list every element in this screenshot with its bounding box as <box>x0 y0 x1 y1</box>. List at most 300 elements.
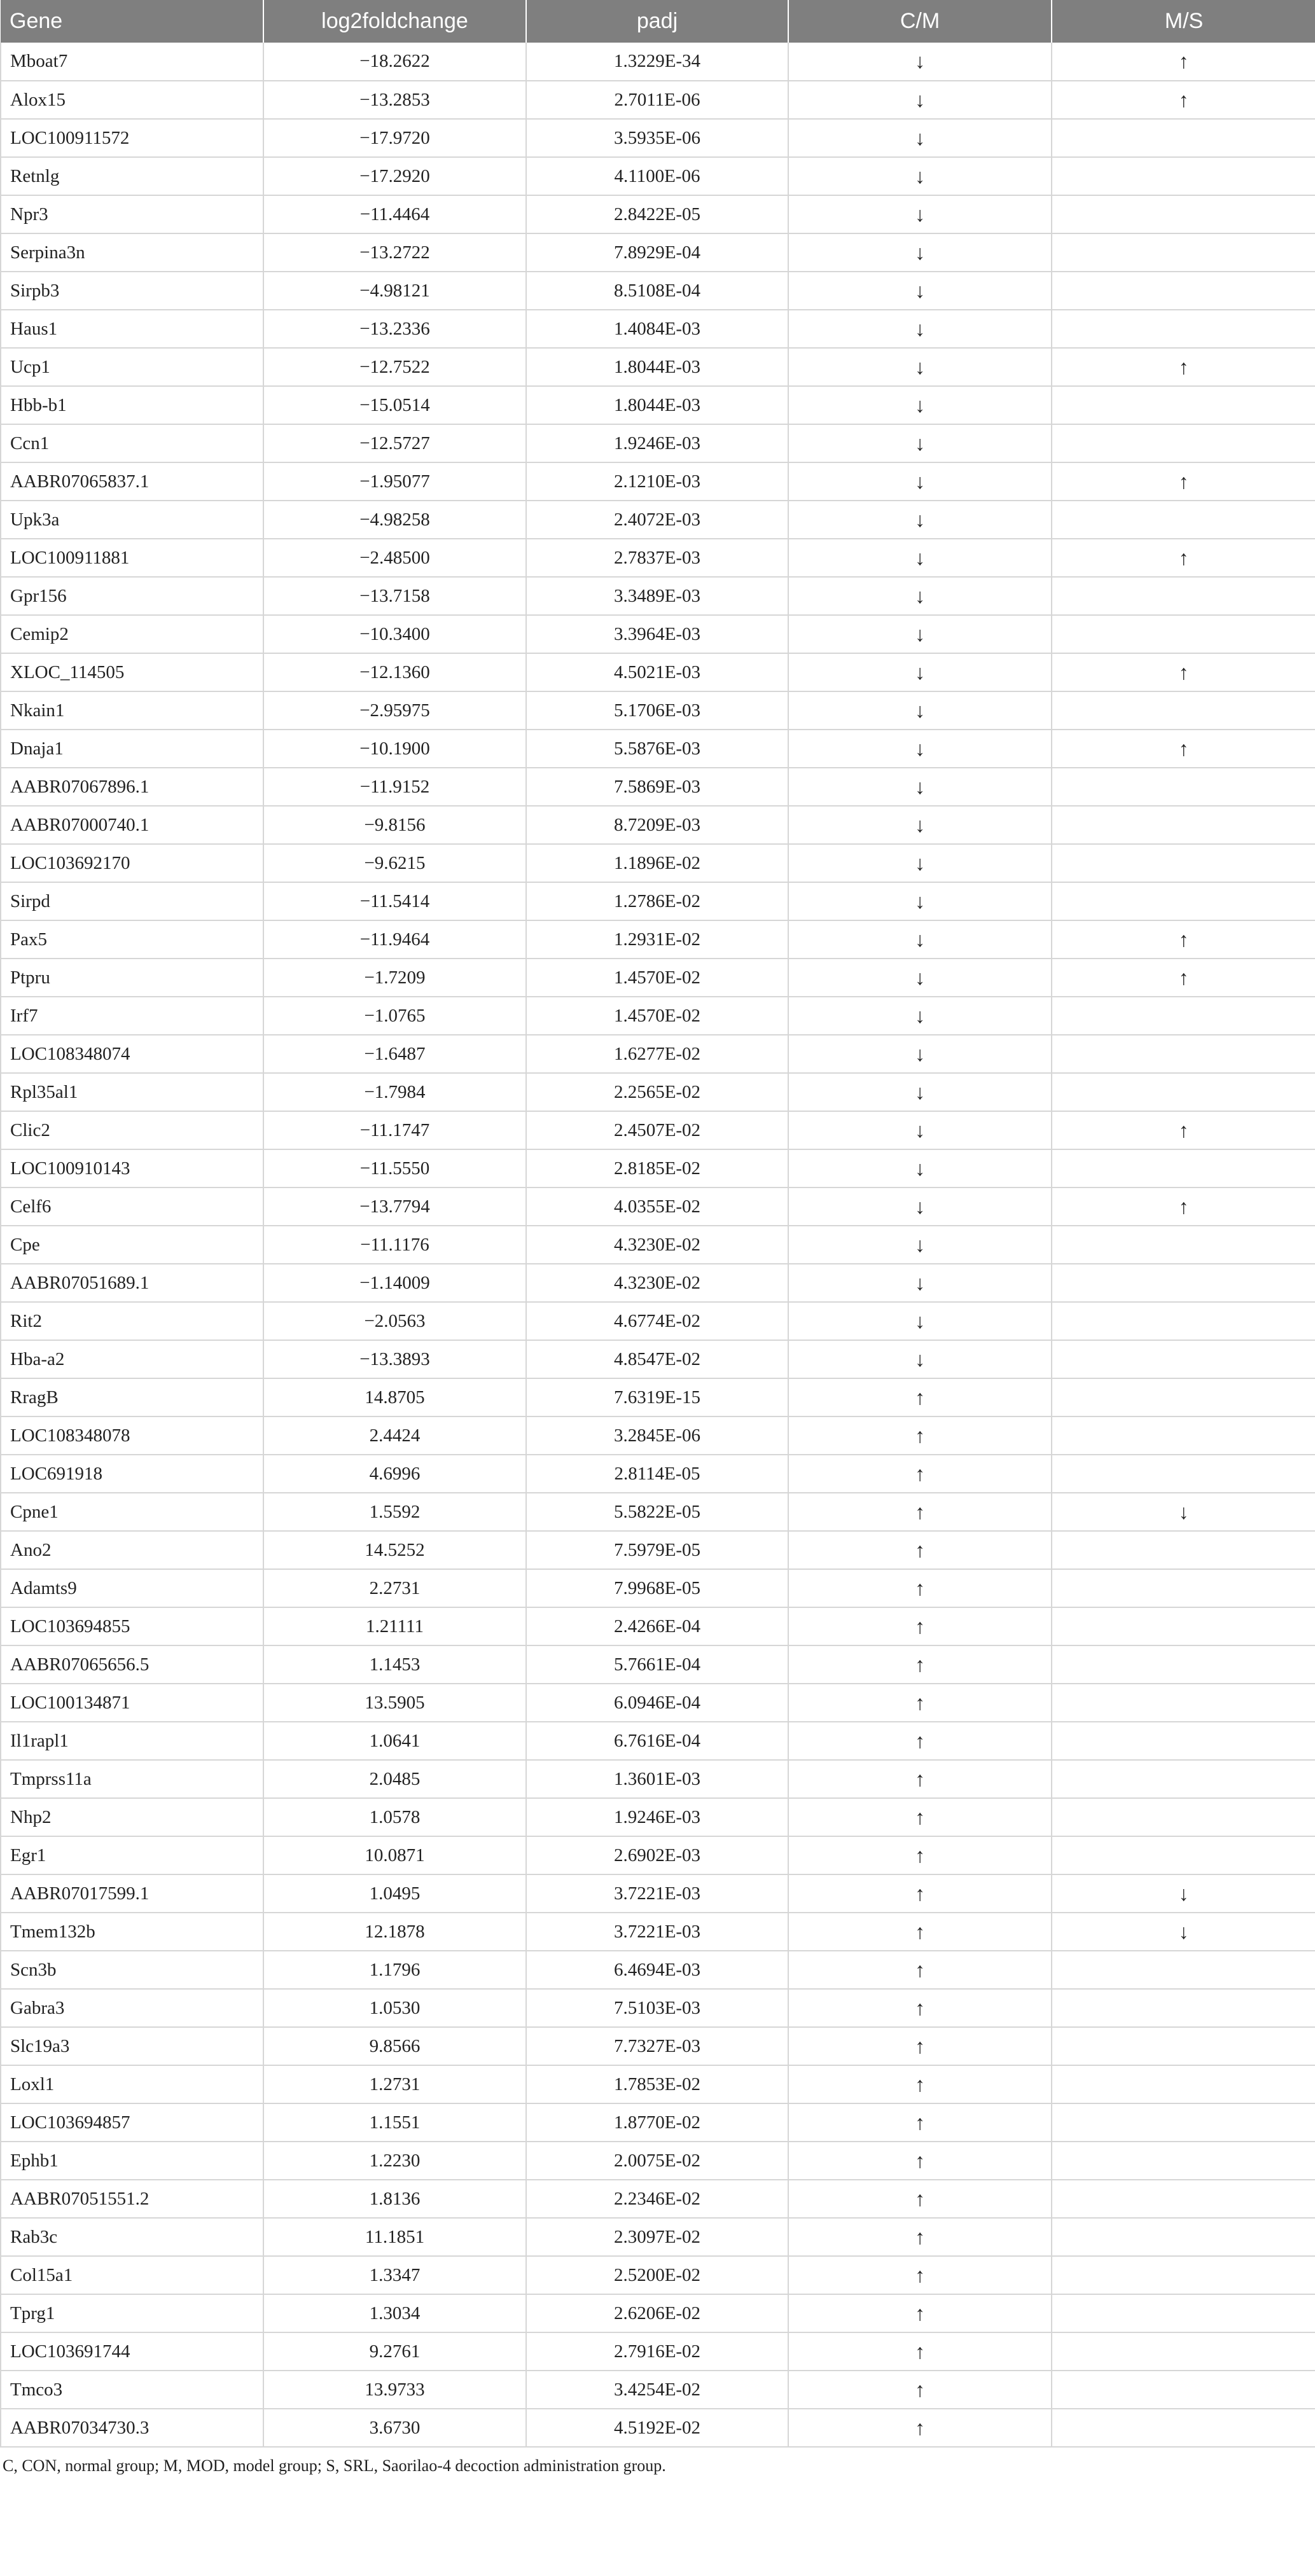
cell-log2foldchange: 3.6730 <box>263 2409 526 2447</box>
cell-gene: Col15a1 <box>1 2256 263 2294</box>
header-m-s: M/S <box>1052 0 1315 43</box>
cell-gene: Ucp1 <box>1 348 263 386</box>
cell-m-s <box>1052 1378 1315 1416</box>
cell-c-m: ↓ <box>788 1188 1052 1226</box>
cell-gene: Gabra3 <box>1 1989 263 2027</box>
cell-gene: Tmem132b <box>1 1913 263 1951</box>
cell-c-m: ↑ <box>788 1989 1052 2027</box>
cell-gene: LOC100911881 <box>1 539 263 577</box>
cell-padj: 1.3229E-34 <box>526 43 788 81</box>
cell-c-m: ↓ <box>788 43 1052 81</box>
cell-m-s <box>1052 1760 1315 1798</box>
cell-m-s <box>1052 119 1315 157</box>
cell-m-s <box>1052 386 1315 424</box>
cell-c-m: ↓ <box>788 1111 1052 1149</box>
cell-c-m: ↓ <box>788 386 1052 424</box>
cell-gene: Ptpru <box>1 959 263 997</box>
cell-gene: AABR07065656.5 <box>1 1645 263 1684</box>
cell-c-m: ↓ <box>788 615 1052 653</box>
header-c-m: C/M <box>788 0 1052 43</box>
table-row <box>1 806 1315 844</box>
cell-c-m: ↑ <box>788 1607 1052 1645</box>
table-row <box>1 2256 1315 2294</box>
cell-log2foldchange: 2.2731 <box>263 1569 526 1607</box>
cell-m-s: ↑ <box>1052 1188 1315 1226</box>
cell-c-m: ↓ <box>788 1073 1052 1111</box>
cell-padj: 1.3601E-03 <box>526 1760 788 1798</box>
table-row <box>1 1836 1315 1874</box>
cell-gene: LOC108348078 <box>1 1416 263 1455</box>
cell-gene: LOC100134871 <box>1 1684 263 1722</box>
header-gene: Gene <box>1 0 263 43</box>
cell-padj: 2.8114E-05 <box>526 1455 788 1493</box>
cell-padj: 4.3230E-02 <box>526 1226 788 1264</box>
table-row <box>1 424 1315 462</box>
table-row <box>1 1531 1315 1569</box>
cell-padj: 1.7853E-02 <box>526 2065 788 2103</box>
table-row <box>1 1073 1315 1111</box>
cell-c-m: ↓ <box>788 691 1052 730</box>
cell-gene: XLOC_114505 <box>1 653 263 691</box>
cell-gene: Haus1 <box>1 310 263 348</box>
cell-log2foldchange: −11.5414 <box>263 882 526 920</box>
cell-gene: Dnaja1 <box>1 730 263 768</box>
table-row <box>1 539 1315 577</box>
cell-c-m: ↑ <box>788 1798 1052 1836</box>
table-row <box>1 577 1315 615</box>
cell-c-m: ↑ <box>788 2103 1052 2142</box>
cell-log2foldchange: −13.2722 <box>263 233 526 272</box>
cell-padj: 2.1210E-03 <box>526 462 788 501</box>
cell-m-s <box>1052 768 1315 806</box>
cell-c-m: ↓ <box>788 959 1052 997</box>
cell-log2foldchange: −12.5727 <box>263 424 526 462</box>
cell-c-m: ↑ <box>788 1684 1052 1722</box>
cell-m-s: ↑ <box>1052 653 1315 691</box>
cell-c-m: ↑ <box>788 1531 1052 1569</box>
table-row <box>1 2332 1315 2371</box>
cell-gene: AABR07051551.2 <box>1 2180 263 2218</box>
table-row <box>1 2103 1315 2142</box>
cell-padj: 3.7221E-03 <box>526 1874 788 1913</box>
cell-gene: Clic2 <box>1 1111 263 1149</box>
cell-m-s <box>1052 310 1315 348</box>
cell-padj: 4.1100E-06 <box>526 157 788 195</box>
cell-c-m: ↑ <box>788 2371 1052 2409</box>
cell-m-s <box>1052 2103 1315 2142</box>
table-row <box>1 1226 1315 1264</box>
cell-gene: Tmprss11a <box>1 1760 263 1798</box>
cell-m-s <box>1052 1722 1315 1760</box>
cell-padj: 2.7011E-06 <box>526 81 788 119</box>
cell-m-s <box>1052 1226 1315 1264</box>
cell-log2foldchange: 14.8705 <box>263 1378 526 1416</box>
cell-log2foldchange: 10.0871 <box>263 1836 526 1874</box>
cell-c-m: ↑ <box>788 1569 1052 1607</box>
cell-padj: 2.4072E-03 <box>526 501 788 539</box>
cell-c-m: ↑ <box>788 2294 1052 2332</box>
cell-padj: 1.4084E-03 <box>526 310 788 348</box>
cell-m-s <box>1052 501 1315 539</box>
cell-m-s <box>1052 1035 1315 1073</box>
table-row <box>1 2065 1315 2103</box>
cell-gene: Rit2 <box>1 1302 263 1340</box>
cell-padj: 1.1896E-02 <box>526 844 788 882</box>
cell-log2foldchange: 13.5905 <box>263 1684 526 1722</box>
cell-padj: 1.9246E-03 <box>526 1798 788 1836</box>
table-row <box>1 2409 1315 2447</box>
cell-log2foldchange: −17.2920 <box>263 157 526 195</box>
cell-log2foldchange: −1.0765 <box>263 997 526 1035</box>
cell-padj: 6.4694E-03 <box>526 1951 788 1989</box>
cell-padj: 2.4507E-02 <box>526 1111 788 1149</box>
cell-padj: 4.0355E-02 <box>526 1188 788 1226</box>
cell-m-s <box>1052 997 1315 1035</box>
cell-c-m: ↓ <box>788 233 1052 272</box>
cell-m-s: ↑ <box>1052 81 1315 119</box>
cell-log2foldchange: −13.2336 <box>263 310 526 348</box>
cell-gene: Rab3c <box>1 2218 263 2256</box>
cell-log2foldchange: 1.2731 <box>263 2065 526 2103</box>
cell-m-s: ↓ <box>1052 1913 1315 1951</box>
cell-c-m: ↑ <box>788 2409 1052 2447</box>
cell-m-s <box>1052 2371 1315 2409</box>
cell-m-s: ↓ <box>1052 1874 1315 1913</box>
table-row <box>1 844 1315 882</box>
cell-gene: Egr1 <box>1 1836 263 1874</box>
cell-c-m: ↓ <box>788 81 1052 119</box>
cell-c-m: ↑ <box>788 2027 1052 2065</box>
table-row <box>1 768 1315 806</box>
cell-padj: 4.3230E-02 <box>526 1264 788 1302</box>
cell-c-m: ↓ <box>788 310 1052 348</box>
cell-m-s <box>1052 1645 1315 1684</box>
cell-log2foldchange: −18.2622 <box>263 43 526 81</box>
cell-padj: 1.4570E-02 <box>526 959 788 997</box>
cell-padj: 1.8044E-03 <box>526 348 788 386</box>
cell-gene: Hbb-b1 <box>1 386 263 424</box>
table-row <box>1 1684 1315 1722</box>
cell-c-m: ↑ <box>788 1493 1052 1531</box>
cell-gene: Celf6 <box>1 1188 263 1226</box>
cell-padj: 1.8044E-03 <box>526 386 788 424</box>
header-padj: padj <box>526 0 788 43</box>
cell-gene: LOC691918 <box>1 1455 263 1493</box>
cell-log2foldchange: −2.0563 <box>263 1302 526 1340</box>
cell-log2foldchange: 1.0495 <box>263 1874 526 1913</box>
cell-gene: Gpr156 <box>1 577 263 615</box>
table-row <box>1 1264 1315 1302</box>
table-row <box>1 462 1315 501</box>
table-row <box>1 1874 1315 1913</box>
cell-padj: 2.6902E-03 <box>526 1836 788 1874</box>
cell-gene: Pax5 <box>1 920 263 959</box>
cell-log2foldchange: 9.8566 <box>263 2027 526 2065</box>
cell-c-m: ↓ <box>788 806 1052 844</box>
cell-gene: Mboat7 <box>1 43 263 81</box>
cell-c-m: ↑ <box>788 1455 1052 1493</box>
cell-c-m: ↓ <box>788 844 1052 882</box>
cell-log2foldchange: −9.8156 <box>263 806 526 844</box>
table-row <box>1 1722 1315 1760</box>
cell-log2foldchange: −13.7158 <box>263 577 526 615</box>
cell-padj: 3.7221E-03 <box>526 1913 788 1951</box>
cell-log2foldchange: −2.48500 <box>263 539 526 577</box>
table-row <box>1 882 1315 920</box>
cell-padj: 5.1706E-03 <box>526 691 788 730</box>
cell-c-m: ↓ <box>788 1149 1052 1188</box>
table-row <box>1 653 1315 691</box>
cell-m-s <box>1052 1264 1315 1302</box>
cell-padj: 4.5192E-02 <box>526 2409 788 2447</box>
cell-log2foldchange: 1.2230 <box>263 2142 526 2180</box>
cell-c-m: ↓ <box>788 997 1052 1035</box>
table-row <box>1 1645 1315 1684</box>
cell-c-m: ↑ <box>788 1836 1052 1874</box>
cell-log2foldchange: 4.6996 <box>263 1455 526 1493</box>
cell-log2foldchange: −13.7794 <box>263 1188 526 1226</box>
cell-m-s <box>1052 1531 1315 1569</box>
cell-padj: 1.9246E-03 <box>526 424 788 462</box>
cell-padj: 1.2786E-02 <box>526 882 788 920</box>
table-row <box>1 348 1315 386</box>
cell-padj: 5.5876E-03 <box>526 730 788 768</box>
cell-gene: Loxl1 <box>1 2065 263 2103</box>
cell-m-s <box>1052 2332 1315 2371</box>
cell-padj: 3.5935E-06 <box>526 119 788 157</box>
cell-c-m: ↓ <box>788 157 1052 195</box>
cell-padj: 5.7661E-04 <box>526 1645 788 1684</box>
cell-c-m: ↓ <box>788 1264 1052 1302</box>
cell-c-m: ↓ <box>788 462 1052 501</box>
cell-m-s <box>1052 157 1315 195</box>
cell-c-m: ↑ <box>788 2256 1052 2294</box>
cell-log2foldchange: −10.3400 <box>263 615 526 653</box>
cell-log2foldchange: −1.7984 <box>263 1073 526 1111</box>
cell-c-m: ↓ <box>788 653 1052 691</box>
cell-padj: 2.6206E-02 <box>526 2294 788 2332</box>
cell-padj: 7.5103E-03 <box>526 1989 788 2027</box>
cell-padj: 1.8770E-02 <box>526 2103 788 2142</box>
cell-log2foldchange: 13.9733 <box>263 2371 526 2409</box>
cell-log2foldchange: 14.5252 <box>263 1531 526 1569</box>
cell-padj: 1.4570E-02 <box>526 997 788 1035</box>
cell-gene: Alox15 <box>1 81 263 119</box>
cell-padj: 2.7916E-02 <box>526 2332 788 2371</box>
cell-padj: 3.3489E-03 <box>526 577 788 615</box>
cell-m-s <box>1052 615 1315 653</box>
cell-gene: Sirpb3 <box>1 272 263 310</box>
cell-padj: 4.6774E-02 <box>526 1302 788 1340</box>
cell-padj: 6.0946E-04 <box>526 1684 788 1722</box>
cell-padj: 2.3097E-02 <box>526 2218 788 2256</box>
table-row <box>1 1951 1315 1989</box>
cell-c-m: ↓ <box>788 195 1052 233</box>
cell-padj: 2.8185E-02 <box>526 1149 788 1188</box>
cell-gene: Nkain1 <box>1 691 263 730</box>
cell-gene: Rpl35al1 <box>1 1073 263 1111</box>
cell-log2foldchange: −11.4464 <box>263 195 526 233</box>
cell-c-m: ↓ <box>788 1226 1052 1264</box>
cell-gene: Serpina3n <box>1 233 263 272</box>
cell-c-m: ↑ <box>788 2218 1052 2256</box>
cell-log2foldchange: −12.7522 <box>263 348 526 386</box>
table-row <box>1 1149 1315 1188</box>
table-row <box>1 1798 1315 1836</box>
cell-c-m: ↑ <box>788 2332 1052 2371</box>
cell-log2foldchange: 12.1878 <box>263 1913 526 1951</box>
cell-gene: Tmco3 <box>1 2371 263 2409</box>
cell-padj: 7.8929E-04 <box>526 233 788 272</box>
cell-c-m: ↑ <box>788 1760 1052 1798</box>
cell-m-s <box>1052 2065 1315 2103</box>
cell-m-s <box>1052 1836 1315 1874</box>
cell-gene: LOC100910143 <box>1 1149 263 1188</box>
cell-c-m: ↑ <box>788 1645 1052 1684</box>
cell-padj: 7.9968E-05 <box>526 1569 788 1607</box>
cell-gene: Upk3a <box>1 501 263 539</box>
cell-m-s: ↑ <box>1052 730 1315 768</box>
cell-gene: Ephb1 <box>1 2142 263 2180</box>
table-row <box>1 233 1315 272</box>
cell-log2foldchange: 1.1551 <box>263 2103 526 2142</box>
cell-c-m: ↑ <box>788 1951 1052 1989</box>
table-row <box>1 730 1315 768</box>
cell-padj: 2.8422E-05 <box>526 195 788 233</box>
cell-log2foldchange: 1.1796 <box>263 1951 526 1989</box>
table-row <box>1 1111 1315 1149</box>
cell-padj: 4.8547E-02 <box>526 1340 788 1378</box>
cell-m-s <box>1052 691 1315 730</box>
table-row <box>1 1569 1315 1607</box>
cell-padj: 3.2845E-06 <box>526 1416 788 1455</box>
cell-c-m: ↓ <box>788 539 1052 577</box>
cell-padj: 2.2346E-02 <box>526 2180 788 2218</box>
cell-m-s <box>1052 1073 1315 1111</box>
cell-m-s <box>1052 2409 1315 2447</box>
cell-m-s <box>1052 577 1315 615</box>
cell-log2foldchange: 11.1851 <box>263 2218 526 2256</box>
cell-gene: Il1rapl1 <box>1 1722 263 1760</box>
cell-log2foldchange: −4.98258 <box>263 501 526 539</box>
cell-c-m: ↓ <box>788 272 1052 310</box>
table-row <box>1 2218 1315 2256</box>
cell-padj: 1.6277E-02 <box>526 1035 788 1073</box>
table-row <box>1 920 1315 959</box>
cell-m-s <box>1052 1149 1315 1188</box>
cell-gene: LOC108348074 <box>1 1035 263 1073</box>
cell-padj: 7.5979E-05 <box>526 1531 788 1569</box>
cell-c-m: ↑ <box>788 1416 1052 1455</box>
table-row <box>1 691 1315 730</box>
header-row <box>1 0 1315 43</box>
cell-gene: AABR07067896.1 <box>1 768 263 806</box>
cell-padj: 7.6319E-15 <box>526 1378 788 1416</box>
cell-c-m: ↓ <box>788 348 1052 386</box>
cell-padj: 8.7209E-03 <box>526 806 788 844</box>
cell-log2foldchange: −1.6487 <box>263 1035 526 1073</box>
cell-padj: 7.7327E-03 <box>526 2027 788 2065</box>
table-row <box>1 1493 1315 1531</box>
cell-gene: LOC103694855 <box>1 1607 263 1645</box>
table-row <box>1 81 1315 119</box>
cell-c-m: ↓ <box>788 424 1052 462</box>
cell-m-s <box>1052 272 1315 310</box>
cell-c-m: ↓ <box>788 501 1052 539</box>
cell-c-m: ↓ <box>788 882 1052 920</box>
cell-gene: RragB <box>1 1378 263 1416</box>
table-row <box>1 2294 1315 2332</box>
cell-m-s <box>1052 1340 1315 1378</box>
table-row <box>1 195 1315 233</box>
cell-m-s: ↑ <box>1052 539 1315 577</box>
cell-c-m: ↑ <box>788 2180 1052 2218</box>
cell-gene: LOC103692170 <box>1 844 263 882</box>
cell-padj: 2.0075E-02 <box>526 2142 788 2180</box>
cell-gene: Retnlg <box>1 157 263 195</box>
cell-m-s <box>1052 2294 1315 2332</box>
cell-gene: Ano2 <box>1 1531 263 1569</box>
cell-log2foldchange: −11.9152 <box>263 768 526 806</box>
cell-gene: Adamts9 <box>1 1569 263 1607</box>
cell-log2foldchange: −4.98121 <box>263 272 526 310</box>
cell-c-m: ↓ <box>788 1340 1052 1378</box>
cell-padj: 3.3964E-03 <box>526 615 788 653</box>
cell-log2foldchange: −11.1747 <box>263 1111 526 1149</box>
cell-padj: 2.4266E-04 <box>526 1607 788 1645</box>
table-row <box>1 1035 1315 1073</box>
cell-m-s: ↓ <box>1052 1493 1315 1531</box>
table-row <box>1 43 1315 81</box>
cell-padj: 5.5822E-05 <box>526 1493 788 1531</box>
cell-log2foldchange: −12.1360 <box>263 653 526 691</box>
cell-m-s <box>1052 195 1315 233</box>
cell-log2foldchange: −1.7209 <box>263 959 526 997</box>
cell-m-s <box>1052 1798 1315 1836</box>
cell-log2foldchange: 9.2761 <box>263 2332 526 2371</box>
cell-log2foldchange: −13.3893 <box>263 1340 526 1378</box>
cell-log2foldchange: 1.1453 <box>263 1645 526 1684</box>
table-row <box>1 615 1315 653</box>
cell-log2foldchange: −1.95077 <box>263 462 526 501</box>
cell-m-s <box>1052 1416 1315 1455</box>
table-row <box>1 386 1315 424</box>
cell-log2foldchange: 1.0530 <box>263 1989 526 2027</box>
cell-gene: Ccn1 <box>1 424 263 462</box>
cell-padj: 7.5869E-03 <box>526 768 788 806</box>
table-row <box>1 272 1315 310</box>
cell-padj: 4.5021E-03 <box>526 653 788 691</box>
table-row <box>1 1455 1315 1493</box>
cell-gene: AABR07051689.1 <box>1 1264 263 1302</box>
cell-gene: LOC103694857 <box>1 2103 263 2142</box>
cell-m-s <box>1052 2027 1315 2065</box>
cell-c-m: ↑ <box>788 2142 1052 2180</box>
cell-gene: Scn3b <box>1 1951 263 1989</box>
cell-c-m: ↓ <box>788 730 1052 768</box>
cell-c-m: ↑ <box>788 1722 1052 1760</box>
cell-m-s <box>1052 882 1315 920</box>
cell-m-s <box>1052 424 1315 462</box>
cell-log2foldchange: −2.95975 <box>263 691 526 730</box>
cell-log2foldchange: −15.0514 <box>263 386 526 424</box>
cell-gene: Cemip2 <box>1 615 263 653</box>
table-row <box>1 1378 1315 1416</box>
table-row <box>1 2027 1315 2065</box>
table-row <box>1 310 1315 348</box>
table-row <box>1 997 1315 1035</box>
table-row <box>1 1188 1315 1226</box>
